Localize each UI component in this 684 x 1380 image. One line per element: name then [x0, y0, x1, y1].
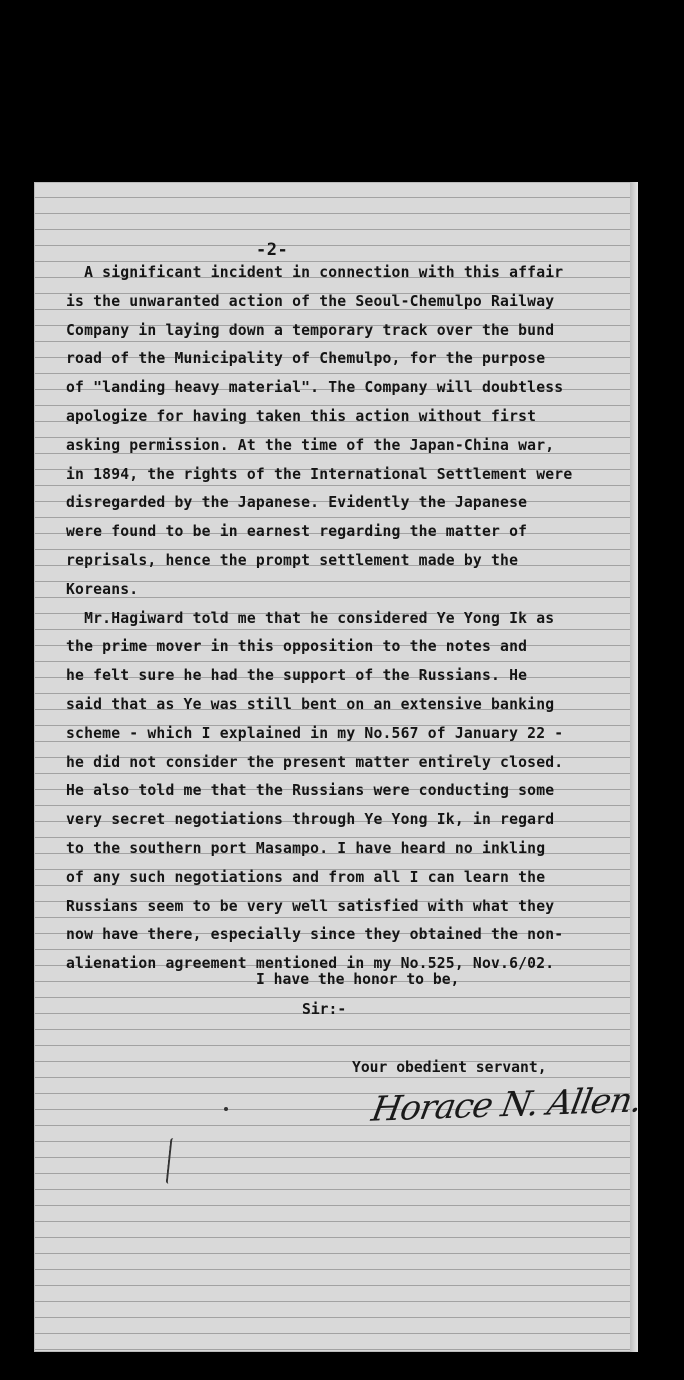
body-line: he felt sure he had the support of the Russians. He	[66, 667, 528, 685]
body-line: of "landing heavy material". The Company will doubtless	[66, 379, 564, 397]
body-line: Company in laying down a temporary track over the bund	[66, 321, 555, 339]
handwritten-signature: Horace N. Allen.	[368, 1080, 645, 1130]
letter-body	[66, 259, 626, 979]
body-line: were found to be in earnest regarding the matter of	[66, 523, 528, 541]
body-line: disregarded by the Japanese. Evidently the Japanese	[66, 494, 528, 512]
body-line: to the southern port Masampo. I have heard no inkling	[66, 839, 546, 857]
body-line: apologize for having taken this action without first	[66, 407, 537, 425]
body-line: scheme - which I explained in my No.567 of January 22 -	[66, 724, 564, 742]
body-line: in 1894, the rights of the International Settlement were	[66, 465, 573, 483]
body-line: A significant incident in connection with this affair	[66, 264, 564, 281]
paper-edge	[630, 182, 638, 1352]
body-line: is the unwaranted action of the Seoul-Chemulpo Railway	[66, 292, 555, 310]
body-line: very secret negotiations through Ye Yong Ik, in regard	[66, 811, 555, 829]
body-line: alienation agreement mentioned in my No.525, Nov.6/02.	[66, 955, 555, 973]
body-line: reprisals, hence the prompt settlement made by the	[66, 551, 519, 569]
ink-dot	[224, 1107, 228, 1111]
body-line: road of the Municipality of Chemulpo, for the purpose	[66, 350, 546, 368]
body-line: Mr.Hagiward told me that he considered Ye Yong Ik as	[66, 609, 555, 627]
body-line: asking permission. At the time of the Japan-China war,	[66, 436, 555, 454]
body-line: he did not consider the present matter entirely closed.	[66, 753, 564, 771]
body-line: Russians seem to be very well satisfied with what they	[66, 897, 555, 915]
body-line: Koreans.	[66, 580, 139, 598]
body-line: said that as Ye was still bent on an extensive banking	[66, 695, 555, 713]
closing-salutation: Sir:-	[302, 1001, 347, 1018]
page-number: -2-	[256, 240, 289, 260]
body-line: the prime mover in this opposition to the notes and	[66, 638, 528, 656]
body-line: now have there, especially since they obtained the non-	[66, 926, 564, 944]
body-line: of any such negotiations and from all I can learn the	[66, 868, 546, 886]
body-line: He also told me that the Russians were conducting some	[66, 782, 555, 800]
closing-servant: Your obedient servant,	[352, 1059, 547, 1076]
closing-honor: I have the honor to be,	[256, 971, 460, 988]
